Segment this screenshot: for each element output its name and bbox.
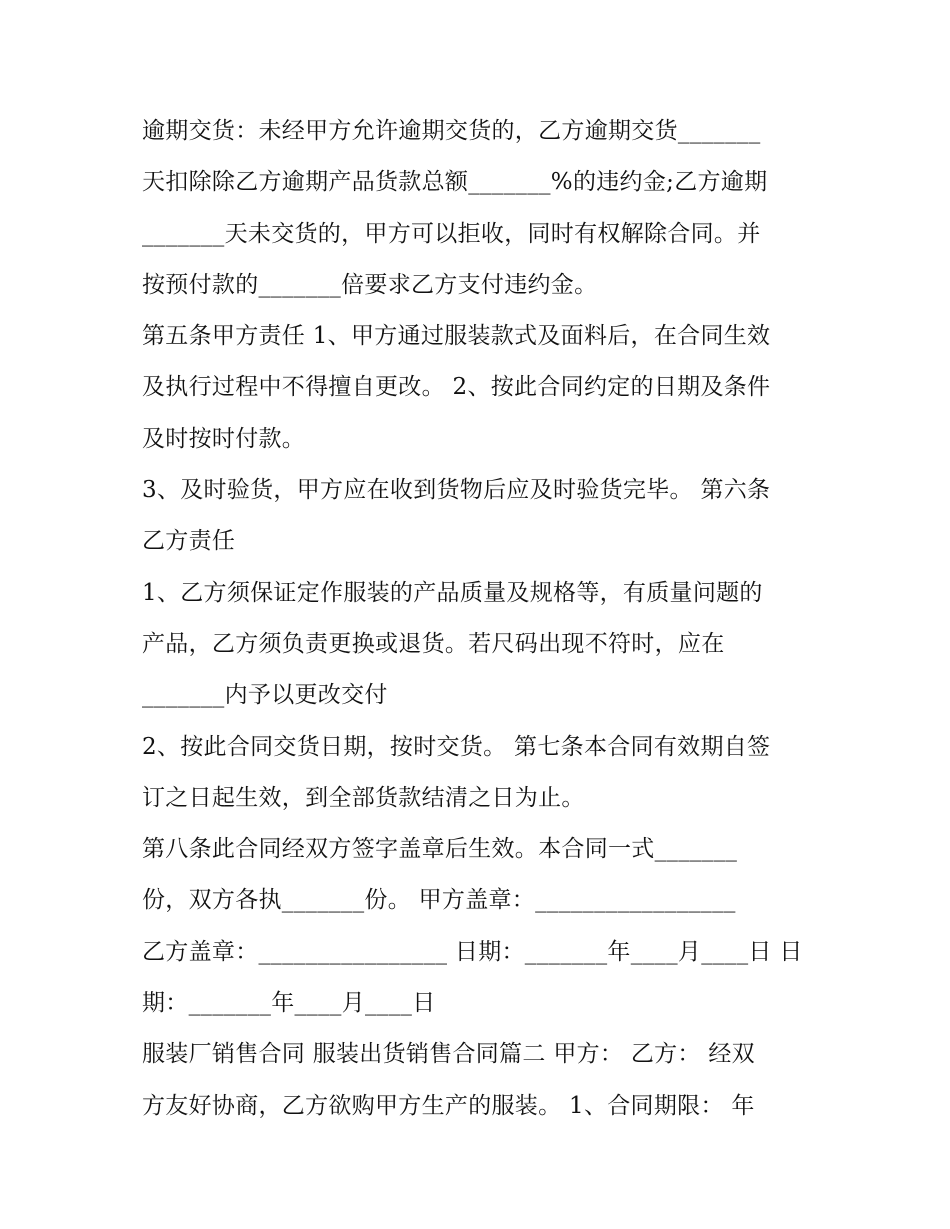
text-line: 订之日起生效，到全部货款结清之日为止。 — [142, 784, 585, 811]
text-line: 第八条此合同经双方签字盖章后生效。本合同一式_______ — [142, 836, 738, 863]
text-line: 期：_______年____月____日 — [142, 990, 436, 1017]
text-line: _______内予以更改交付 — [142, 682, 388, 709]
text-line: 份，双方各执_______份。 甲方盖章：_________________ — [142, 887, 736, 914]
text-line: 第五条甲方责任 1、甲方通过服装款式及面料后，在合同生效 — [142, 323, 771, 350]
text-line: 乙方盖章：________________ 日期：_______年____月____日 日 — [142, 938, 803, 965]
text-line: 乙方责任 — [142, 528, 236, 555]
text-line: 1、乙方须保证定作服装的产品质量及规格等，有质量问题的 — [142, 579, 763, 606]
text-line: 服装厂销售合同 服装出货销售合同篇二 甲方： 乙方： 经双 — [142, 1041, 755, 1068]
text-line: 及执行过程中不得擅自更改。 2、按此合同约定的日期及条件 — [142, 374, 771, 401]
text-line: 方友好协商，乙方欲购甲方生产的服装。 1、合同期限： 年 — [142, 1092, 755, 1119]
text-line: 产品，乙方须负责更换或退货。若尺码出现不符时，应在 — [142, 630, 725, 657]
text-line: 按预付款的_______倍要求乙方支付违约金。 — [142, 271, 598, 298]
contract-text — [142, 106, 822, 1132]
text-line: 2、按此合同交货日期，按时交货。 第七条本合同有效期自签 — [142, 733, 771, 760]
text-line: _______天未交货的，甲方可以拒收，同时有权解除合同。并 — [142, 220, 761, 247]
text-line: 3、及时验货，甲方应在收到货物后应及时验货完毕。 第六条 — [142, 477, 771, 504]
text-line: 逾期交货：未经甲方允许逾期交货的，乙方逾期交货_______ — [142, 118, 761, 144]
text-line: 天扣除除乙方逾期产品货款总额_______%的违约金;乙方逾期 — [142, 169, 768, 196]
text-line: 及时按时付款。 — [142, 425, 306, 452]
